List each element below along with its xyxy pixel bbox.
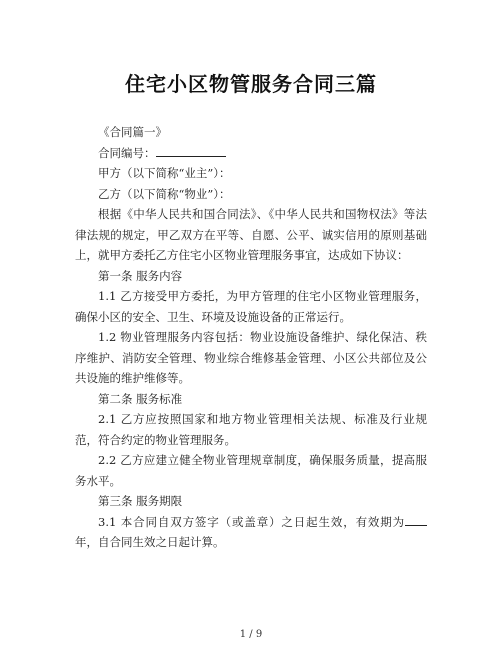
document-title: 住宅小区物管服务合同三篇 (125, 72, 377, 96)
page-number: 1 / 9 (239, 629, 263, 640)
clause-1-1: 1.1 乙方接受甲方委托，为甲方管理的住宅小区物业管理服务，确保小区的安全、卫生、环境及设施设备的正常运行。 (75, 289, 427, 324)
clause-3-1-text-a: 3.1 本合同自双方签字（或盖章）之日起生效，有效期为 (98, 514, 405, 529)
contract-number-line (75, 143, 427, 164)
clause-3-1 (75, 512, 427, 553)
clause-2-2: 2.2 乙方应建立健全物业管理规章制度，确保服务质量，提高服务水平。 (75, 453, 427, 488)
article-3-heading: 第三条 服务期限 (98, 494, 183, 508)
party-b-line: 乙方（以下简称“物业”）： (98, 186, 231, 201)
party-a-line: 甲方（以下简称“业主”）： (98, 166, 231, 180)
article-1-heading: 第一条 服务内容 (98, 268, 183, 283)
document-body (75, 122, 427, 553)
clause-3-1-text-b: 年，自合同生效之日起计算。 (75, 535, 225, 549)
clause-2-1: 2.1 乙方应按照国家和地方物业管理相关法规、标准及行业规范，符合约定的物业管理服务。 (75, 412, 427, 447)
article-2-heading: 第二条 服务标准 (98, 391, 183, 406)
preamble-paragraph: 根据《中华人民共和国合同法》、《中华人民共和国物权法》等法律法规的规定，甲乙双方在平等、自愿、公平、诚实信用的原则基础上，就甲方委托乙方住宅小区物业管理服务事宜，达成如下协议： (75, 207, 427, 262)
term-years-blank (405, 513, 427, 526)
clause-1-2: 1.2 物业管理服务内容包括：物业设施设备维护、绿化保洁、秩序维护、消防安全管理、物业综合维修基金管理、小区公共部位及公共设施的维护维修等。 (75, 330, 427, 385)
contract-number-label: 合同编号： (98, 145, 156, 160)
contract-heading: 《合同篇一》 (98, 125, 167, 139)
contract-number-blank (156, 144, 226, 157)
